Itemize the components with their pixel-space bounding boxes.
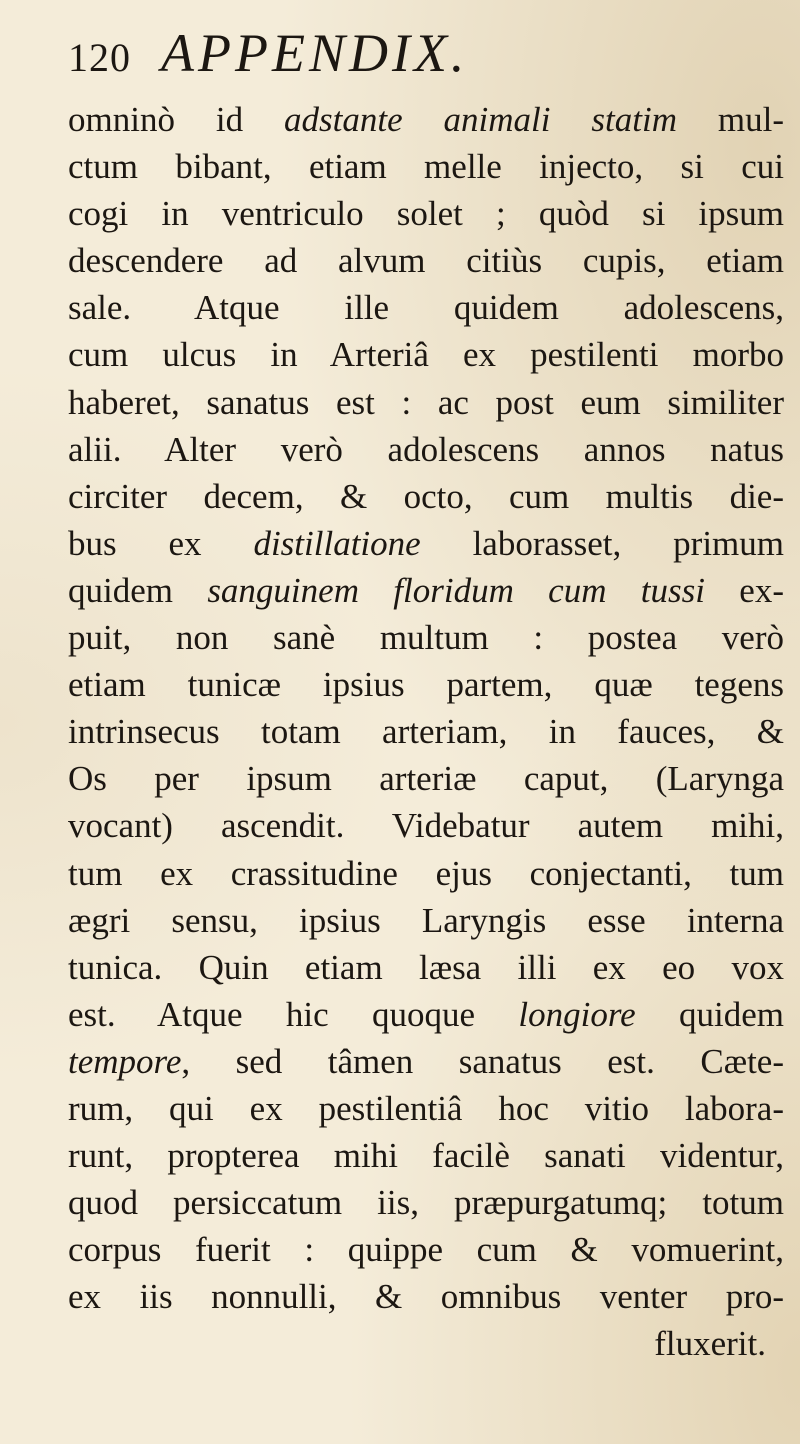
text-segment: ægri sensu, ipsius Laryngis esse interna — [68, 900, 784, 940]
text-segment: sale. Atque ille quidem adolescens, — [68, 288, 784, 328]
text-segment: ex iis nonnulli, & omnibus venter pro- — [68, 1277, 784, 1317]
text-segment: omninò id — [68, 100, 285, 139]
text-segment: vocant) ascendit. Videbatur autem mihi, — [68, 806, 784, 846]
text-segment: runt, propterea mihi facilè sanati videntur, — [68, 1136, 784, 1176]
text-line — [68, 802, 784, 849]
text-line — [68, 850, 784, 897]
text-line — [68, 755, 784, 802]
text-segment: ex- — [704, 570, 784, 610]
text-line — [68, 1038, 784, 1085]
text-line — [68, 1226, 784, 1273]
text-line — [68, 991, 784, 1038]
text-line — [68, 944, 784, 991]
text-segment: fluxerit. — [654, 1324, 766, 1364]
text-line — [68, 426, 784, 473]
text-segment: descendere ad alvum citiùs cupis, etiam — [68, 241, 784, 281]
text-line — [68, 661, 784, 708]
text-segment: quidem — [68, 570, 208, 610]
text-segment: corpus fuerit : quippe cum & vomuerint, — [68, 1230, 784, 1270]
text-line — [68, 331, 784, 378]
text-segment: haberet, sanatus est : ac post eum similiter — [68, 382, 784, 422]
text-segment: , sed tâmen sanatus est. Cæte- — [181, 1041, 784, 1081]
text-segment: puit, non sanè multum : postea verò — [68, 618, 784, 658]
text-segment: circiter decem, & octo, cum multis die- — [68, 476, 784, 516]
text-segment: alii. Alter verò adolescens annos natus — [68, 429, 784, 469]
text-segment: bus ex — [68, 523, 254, 563]
text-segment: quod persiccatum iis, præpurgatumq; totum — [68, 1183, 784, 1223]
text-segment: est. Atque hic quoque — [68, 994, 519, 1034]
text-line — [68, 473, 784, 520]
text-segment: mul- — [676, 100, 784, 139]
italic-segment: longiore — [518, 994, 636, 1034]
italic-segment: tempore — [68, 1041, 182, 1081]
text-line-final — [68, 1320, 784, 1367]
text-line — [68, 143, 784, 190]
page-number: 120 — [68, 35, 131, 80]
body-text — [68, 96, 784, 1368]
text-line — [68, 520, 784, 567]
text-line — [68, 190, 784, 237]
text-segment: tunica. Quin etiam læsa illi ex eo vox — [68, 947, 784, 987]
text-segment: tum ex crassitudine ejus conjectanti, tum — [68, 853, 784, 893]
text-line — [68, 379, 784, 426]
text-line — [68, 284, 784, 331]
text-line — [68, 614, 784, 661]
text-segment: cogi in ventriculo solet ; quòd si ipsum — [68, 194, 784, 234]
text-line — [68, 567, 784, 614]
text-line — [68, 1132, 784, 1179]
text-segment: intrinsecus totam arteriam, in fauces, & — [68, 712, 784, 752]
page-header — [68, 22, 468, 92]
text-line — [68, 96, 784, 143]
text-line — [68, 237, 784, 284]
text-line — [68, 1179, 784, 1226]
text-segment: laborasset, primum — [420, 523, 785, 563]
text-segment: Os per ipsum arteriæ caput, (Larynga — [68, 759, 784, 799]
italic-segment: distillatione — [253, 523, 421, 563]
text-segment: cum ulcus in Arteriâ ex pestilenti morbo — [68, 335, 784, 375]
text-segment: rum, qui ex pestilentiâ hoc vitio labora- — [68, 1088, 784, 1128]
italic-segment: adstante animali statim — [284, 100, 677, 139]
italic-segment: sanguinem floridum cum tussi — [207, 570, 705, 610]
text-line — [68, 897, 784, 944]
text-segment: ctum bibant, etiam melle injecto, si cui — [68, 147, 784, 187]
text-line — [68, 708, 784, 755]
text-line — [68, 1273, 784, 1320]
running-head: APPENDIX. — [161, 23, 469, 83]
text-segment: etiam tunicæ ipsius partem, quæ tegens — [68, 665, 784, 705]
text-segment: quidem — [635, 994, 785, 1034]
text-line — [68, 1085, 784, 1132]
